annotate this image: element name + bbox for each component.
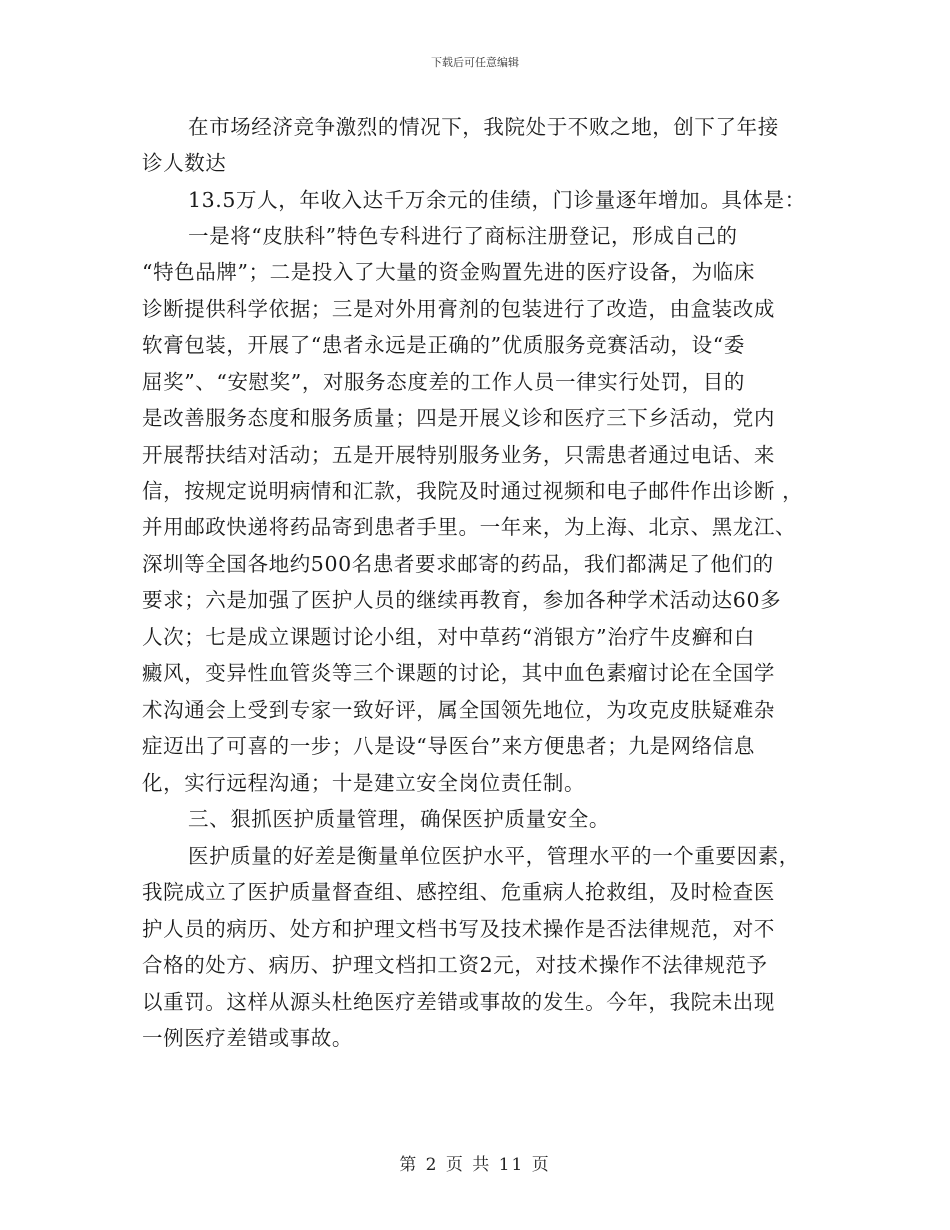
text-line: 术沟通会上受到专家一致好评，属全国领先地位，为攻克皮肤疑难杂 [142,698,775,722]
text-line: 一是将“皮肤科”特色专科进行了商标注册登记，形成自己的 [188,224,738,248]
text-line: 在市场经济竞争激烈的情况下，我院处于不败之地，创下了年接 [188,115,779,139]
text-line: 医护质量的好差是衡量单位医护水平，管理水平的一个重要因素， [188,844,800,868]
text-line: 人次；七是成立课题讨论小组，对中草药“消银方”治疗牛皮癣和白 [142,625,755,649]
text-line: 一例医疗差错或事故。 [142,1026,353,1050]
section-heading: 三、狠抓医护质量管理，确保医护质量安全。 [188,807,610,831]
text-line: 诊人数达 [142,151,227,175]
text-line: 要求；六是加强了医护人员的继续再教育，参加各种学术活动达60多 [142,588,782,612]
page-header: 下载后可任意编辑 [431,56,519,69]
text-line: 以重罚。这样从源头杜绝医疗差错或事故的发生。今年，我院未出现 [142,990,775,1014]
text-line: 诊断提供科学依据；三是对外用膏剂的包装进行了改造，由盒装改成 [142,297,775,321]
text-line: 是改善服务态度和服务质量；四是开展义诊和医疗三下乡活动，党内 [142,406,775,430]
text-line: “特色品牌”；二是投入了大量的资金购置先进的医疗设备，为临床 [142,260,755,284]
text-line: 化，实行远程沟通；十是建立安全岗位责任制。 [142,771,586,795]
text-line: 深圳等全国各地约500名患者要求邮寄的药品，我们都满足了他们的 [142,552,774,576]
text-line: 13.5万人，年收入达千万余元的佳绩，门诊量逐年增加。具体是： [188,188,806,212]
text-line: 信，按规定说明病情和汇款，我院及时通过视频和电子邮件作出诊断 ， [142,479,804,503]
text-line: 癜风，变异性血管炎等三个课题的讨论，其中血色素瘤讨论在全国学 [142,661,775,685]
text-line: 我院成立了医护质量督查组、感控组、危重病人抢救组，及时检查医 [142,880,775,904]
text-line: 并用邮政快递将药品寄到患者手里。一年来，为上海、北京、黑龙江、 [142,515,797,539]
text-line: 合格的处方、病历、护理文档扣工资2元，对技术操作不法律规范予 [142,953,768,977]
text-line: 症迈出了可喜的一步；八是设“导医台”来方便患者；九是网络信息 [142,734,755,758]
text-line: 护人员的病历、处方和护理文档书写及技术操作是否法律规范，对不 [142,917,775,941]
page-number: 第 2 页 共 11 页 [399,1155,551,1175]
text-line: 屈奖”、“安慰奖”，对服务态度差的工作人员一律实行处罚，目的 [142,370,745,394]
text-line: 开展帮扶结对活动；五是开展特别服务业务，只需患者通过电话、来 [142,443,775,467]
text-line: 软膏包装，开展了“患者永远是正确的”优质服务竞赛活动，设“委 [142,333,745,357]
